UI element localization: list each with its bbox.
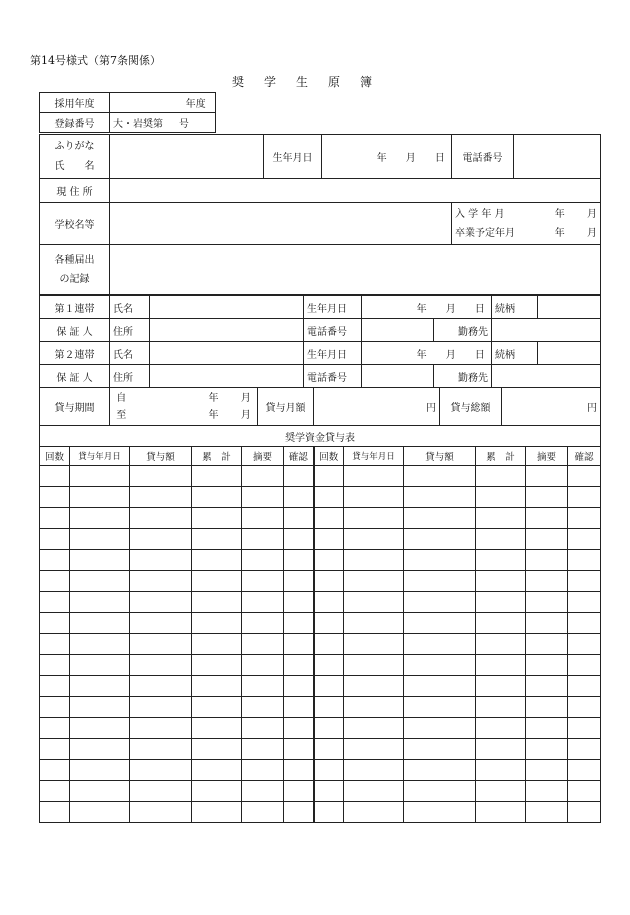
- school-field[interactable]: [110, 203, 452, 245]
- address-label: 現 住 所: [40, 179, 110, 203]
- ledger-cell[interactable]: [192, 676, 242, 697]
- g2-name-field[interactable]: [150, 342, 304, 365]
- ledger-cell[interactable]: [70, 466, 130, 487]
- ledger-cell[interactable]: [242, 613, 284, 634]
- ledger-cell[interactable]: [70, 613, 130, 634]
- ledger-cell[interactable]: [526, 697, 568, 718]
- period-field[interactable]: 自 年 月 至 年 月: [110, 388, 258, 426]
- g2-name-label: 氏名: [110, 342, 150, 365]
- ledger-cell[interactable]: [344, 760, 404, 781]
- ledger-cell[interactable]: [130, 718, 192, 739]
- ledger-cell[interactable]: [314, 571, 344, 592]
- ledger-cell[interactable]: [568, 718, 601, 739]
- ledger-cell[interactable]: [344, 697, 404, 718]
- ledger-cell[interactable]: [130, 781, 192, 802]
- guarantor-2-label: 第２連帯: [40, 342, 110, 365]
- ledger-cell[interactable]: [314, 529, 344, 550]
- ledger-cell[interactable]: [568, 550, 601, 571]
- ledger-cell[interactable]: [40, 739, 70, 760]
- ledger-cell[interactable]: [344, 508, 404, 529]
- ledger-cell[interactable]: [568, 760, 601, 781]
- ledger-cell[interactable]: [130, 529, 192, 550]
- col-check: 確認: [284, 447, 314, 466]
- ledger-cell[interactable]: [404, 529, 476, 550]
- ledger-cell[interactable]: [344, 487, 404, 508]
- g1-name-label: 氏名: [110, 296, 150, 319]
- reg-label: 登録番号: [40, 113, 110, 133]
- ledger-cell[interactable]: [526, 550, 568, 571]
- notice-label: 各種届出 の記録: [40, 245, 110, 295]
- ledger-cell[interactable]: [404, 466, 476, 487]
- guarantor-table: [39, 295, 601, 388]
- g2-address-field[interactable]: [150, 365, 304, 388]
- g2-work-label: 勤務先: [434, 365, 492, 388]
- total-label: 貸与総額: [440, 388, 502, 426]
- ledger-cell[interactable]: [314, 634, 344, 655]
- ledger-cell[interactable]: [476, 508, 526, 529]
- ledger-cell[interactable]: [476, 655, 526, 676]
- ledger-cell[interactable]: [40, 613, 70, 634]
- birth-field[interactable]: 年 月 日: [322, 135, 452, 179]
- ledger-cell[interactable]: [70, 739, 130, 760]
- ledger-cell[interactable]: [70, 760, 130, 781]
- ledger-cell[interactable]: [404, 508, 476, 529]
- ledger-cell[interactable]: [526, 529, 568, 550]
- ledger-cell[interactable]: [192, 466, 242, 487]
- ledger-cell[interactable]: [568, 529, 601, 550]
- ledger-cell[interactable]: [404, 781, 476, 802]
- table-row: [40, 487, 601, 508]
- notice-field[interactable]: [110, 245, 601, 295]
- ledger-cell[interactable]: [526, 760, 568, 781]
- ledger-cell[interactable]: [130, 571, 192, 592]
- ledger-cell[interactable]: [242, 550, 284, 571]
- ledger-cell[interactable]: [242, 697, 284, 718]
- registration-table: [39, 92, 216, 133]
- g2-phone-field[interactable]: [362, 365, 434, 388]
- ledger-cell[interactable]: [284, 718, 314, 739]
- g1-birth-field[interactable]: 年 月 日: [362, 296, 492, 319]
- ledger-cell[interactable]: [476, 634, 526, 655]
- ledger-cell[interactable]: [70, 718, 130, 739]
- ledger-cell[interactable]: [314, 655, 344, 676]
- ledger-cell[interactable]: [242, 802, 284, 823]
- ledger-cell[interactable]: [344, 718, 404, 739]
- ledger-cell[interactable]: [404, 487, 476, 508]
- ledger-cell[interactable]: [130, 802, 192, 823]
- ledger-cell[interactable]: [70, 634, 130, 655]
- ledger-cell[interactable]: [568, 613, 601, 634]
- ledger-cell[interactable]: [70, 592, 130, 613]
- g2-phone-label: 電話番号: [304, 365, 362, 388]
- g1-address-field[interactable]: [150, 319, 304, 342]
- ledger-cell[interactable]: [568, 802, 601, 823]
- ledger-cell[interactable]: [404, 550, 476, 571]
- ledger-cell[interactable]: [70, 697, 130, 718]
- ledger-cell[interactable]: [526, 739, 568, 760]
- period-label: 貸与期間: [40, 388, 110, 426]
- col-count-2: 回数: [314, 447, 344, 466]
- g1-work-label: 勤務先: [434, 319, 492, 342]
- g1-relation-label: 続柄: [492, 296, 538, 319]
- ledger-cell[interactable]: [130, 550, 192, 571]
- guarantor-1-label: 第１連帯: [40, 296, 110, 319]
- ledger-cell[interactable]: [242, 487, 284, 508]
- g1-address-label: 住所: [110, 319, 150, 342]
- ledger-cell[interactable]: [476, 466, 526, 487]
- table-row: [40, 550, 601, 571]
- ledger-cell[interactable]: [526, 466, 568, 487]
- table-row: [40, 634, 601, 655]
- ledger-cell[interactable]: [476, 781, 526, 802]
- ledger-cell[interactable]: [242, 466, 284, 487]
- ledger-cell[interactable]: [526, 487, 568, 508]
- ledger-cell[interactable]: [476, 718, 526, 739]
- ledger-cell[interactable]: [568, 592, 601, 613]
- ledger-cell[interactable]: [130, 697, 192, 718]
- ledger-cell[interactable]: [284, 466, 314, 487]
- ledger-cell[interactable]: [192, 781, 242, 802]
- col-amount: 貸与額: [130, 447, 192, 466]
- ledger-cell[interactable]: [40, 760, 70, 781]
- phone-label: 電話番号: [452, 135, 514, 179]
- ledger-cell[interactable]: [70, 550, 130, 571]
- ledger-cell[interactable]: [284, 739, 314, 760]
- ledger-cell[interactable]: [344, 571, 404, 592]
- ledger-cell[interactable]: [344, 676, 404, 697]
- ledger-cell[interactable]: [476, 613, 526, 634]
- ledger-cell[interactable]: [404, 802, 476, 823]
- ledger-cell[interactable]: [404, 655, 476, 676]
- ledger-cell[interactable]: [476, 571, 526, 592]
- loan-table: [39, 387, 601, 426]
- ledger-cell[interactable]: [404, 676, 476, 697]
- ledger-cell[interactable]: [568, 676, 601, 697]
- ledger-cell[interactable]: [70, 802, 130, 823]
- ledger-cell[interactable]: [344, 781, 404, 802]
- ledger-cell[interactable]: [344, 634, 404, 655]
- personal-table: [39, 134, 601, 295]
- guarantor-2-label-2: 保 証 人: [40, 365, 110, 388]
- phone-field[interactable]: [514, 135, 601, 179]
- col-check-2: 確認: [568, 447, 601, 466]
- g1-phone-field[interactable]: [362, 319, 434, 342]
- ledger-cell[interactable]: [192, 718, 242, 739]
- table-row: [40, 592, 601, 613]
- ledger-cell[interactable]: [404, 739, 476, 760]
- table-row: [40, 718, 601, 739]
- ledger-cell[interactable]: [284, 592, 314, 613]
- school-label: 学校名等: [40, 203, 110, 245]
- ledger-cell[interactable]: [130, 508, 192, 529]
- ledger-cell[interactable]: [284, 802, 314, 823]
- ledger-cell[interactable]: [130, 592, 192, 613]
- ledger-cell[interactable]: [526, 634, 568, 655]
- g2-work-field[interactable]: [492, 365, 601, 388]
- col-note: 摘要: [242, 447, 284, 466]
- ledger-cell[interactable]: [284, 613, 314, 634]
- ledger-cell[interactable]: [568, 571, 601, 592]
- ledger-cell[interactable]: [314, 676, 344, 697]
- table-row: [40, 529, 601, 550]
- ledger-cell[interactable]: [192, 571, 242, 592]
- ledger-cell[interactable]: [314, 487, 344, 508]
- col-amount-2: 貸与額: [404, 447, 476, 466]
- g1-phone-label: 電話番号: [304, 319, 362, 342]
- ledger-cell[interactable]: [568, 508, 601, 529]
- ledger-cell[interactable]: [284, 634, 314, 655]
- g1-relation-field[interactable]: [538, 296, 601, 319]
- table-row: [40, 613, 601, 634]
- ledger-cell[interactable]: [344, 802, 404, 823]
- ledger-cell[interactable]: [40, 676, 70, 697]
- ledger-cell[interactable]: [568, 487, 601, 508]
- table-row: [40, 676, 601, 697]
- ledger-cell[interactable]: [242, 781, 284, 802]
- ledger-cell[interactable]: [130, 676, 192, 697]
- name-field[interactable]: [110, 135, 264, 179]
- ledger-cell[interactable]: [526, 592, 568, 613]
- ledger-cell[interactable]: [314, 508, 344, 529]
- ledger-cell[interactable]: [526, 571, 568, 592]
- ledger-cell[interactable]: [284, 571, 314, 592]
- ledger-cell[interactable]: [40, 802, 70, 823]
- ledger-cell[interactable]: [314, 592, 344, 613]
- ledger-cell[interactable]: [242, 760, 284, 781]
- col-date: 貸与年月日: [70, 447, 130, 466]
- ledger-cell[interactable]: [476, 550, 526, 571]
- ledger-cell[interactable]: [314, 760, 344, 781]
- ledger-cell[interactable]: [568, 655, 601, 676]
- ledger-cell[interactable]: [242, 571, 284, 592]
- birth-label: 生年月日: [264, 135, 322, 179]
- g1-name-field[interactable]: [150, 296, 304, 319]
- ledger-cell[interactable]: [404, 760, 476, 781]
- ledger-cell[interactable]: [344, 466, 404, 487]
- ledger-cell[interactable]: [40, 634, 70, 655]
- ledger-cell[interactable]: [476, 487, 526, 508]
- ledger-cell[interactable]: [526, 802, 568, 823]
- ledger-cell[interactable]: [404, 613, 476, 634]
- table-row: [40, 697, 601, 718]
- g1-birth-label: 生年月日: [304, 296, 362, 319]
- table-row: [40, 739, 601, 760]
- ledger-cell[interactable]: [40, 781, 70, 802]
- ledger-cell[interactable]: [284, 508, 314, 529]
- ledger-cell[interactable]: [40, 718, 70, 739]
- ledger-cell[interactable]: [192, 529, 242, 550]
- ledger-cell[interactable]: [568, 634, 601, 655]
- year-field[interactable]: 年度: [110, 93, 216, 113]
- ledger-cell[interactable]: [284, 676, 314, 697]
- document-title: 奨学生原簿: [232, 75, 393, 89]
- ledger-cell[interactable]: [284, 655, 314, 676]
- ledger-cell[interactable]: [344, 592, 404, 613]
- ledger-cell[interactable]: [70, 508, 130, 529]
- ledger-cell[interactable]: [526, 613, 568, 634]
- ledger-cell[interactable]: [314, 550, 344, 571]
- ledger-cell[interactable]: [70, 487, 130, 508]
- ledger-cell[interactable]: [526, 655, 568, 676]
- ledger-cell[interactable]: [242, 739, 284, 760]
- reg-field[interactable]: 大・岩奨第 号: [110, 113, 216, 133]
- ledger-cell[interactable]: [476, 760, 526, 781]
- ledger-cell[interactable]: [192, 613, 242, 634]
- ledger-cell[interactable]: [314, 739, 344, 760]
- ledger-cell[interactable]: [242, 634, 284, 655]
- ledger-cell[interactable]: [130, 634, 192, 655]
- ledger-cell[interactable]: [70, 655, 130, 676]
- ledger-cell[interactable]: [192, 634, 242, 655]
- g2-birth-field[interactable]: 年 月 日: [362, 342, 492, 365]
- ledger-cell[interactable]: [526, 676, 568, 697]
- ledger-title: 奨学資金貸与表: [40, 426, 601, 447]
- g2-address-label: 住所: [110, 365, 150, 388]
- total-field[interactable]: 円: [502, 388, 601, 426]
- ledger-cell[interactable]: [476, 697, 526, 718]
- ledger-cell[interactable]: [130, 487, 192, 508]
- enroll-grad-field[interactable]: 入 学 年 月 年 月 卒業予定年月 年 月: [452, 203, 601, 245]
- ledger-cell[interactable]: [568, 739, 601, 760]
- ledger-cell[interactable]: [526, 718, 568, 739]
- ledger-cell[interactable]: [344, 739, 404, 760]
- ledger-cell[interactable]: [476, 529, 526, 550]
- table-row: [40, 781, 601, 802]
- ledger-cell[interactable]: [242, 529, 284, 550]
- ledger-cell[interactable]: [70, 571, 130, 592]
- g2-birth-label: 生年月日: [304, 342, 362, 365]
- ledger-cell[interactable]: [40, 697, 70, 718]
- table-row: [40, 760, 601, 781]
- form-number: 第14号様式（第7条関係）: [30, 54, 161, 67]
- monthly-label: 貸与月額: [258, 388, 314, 426]
- ledger-cell[interactable]: [40, 550, 70, 571]
- col-count: 回数: [40, 447, 70, 466]
- ledger-cell[interactable]: [314, 613, 344, 634]
- col-note-2: 摘要: [526, 447, 568, 466]
- ledger-cell[interactable]: [344, 550, 404, 571]
- ledger-cell[interactable]: [130, 613, 192, 634]
- year-label: 採用年度: [40, 93, 110, 113]
- ledger-cell[interactable]: [314, 718, 344, 739]
- ledger-cell[interactable]: [344, 613, 404, 634]
- ledger-cell[interactable]: [242, 508, 284, 529]
- ledger-cell[interactable]: [130, 466, 192, 487]
- ledger-cell[interactable]: [40, 487, 70, 508]
- ledger-cell[interactable]: [70, 529, 130, 550]
- ledger-cell[interactable]: [242, 655, 284, 676]
- ledger-cell[interactable]: [314, 697, 344, 718]
- ledger-cell[interactable]: [192, 697, 242, 718]
- ledger-cell[interactable]: [70, 676, 130, 697]
- ledger-cell[interactable]: [40, 529, 70, 550]
- ledger-cell[interactable]: [130, 739, 192, 760]
- ledger-cell[interactable]: [404, 697, 476, 718]
- ledger-cell[interactable]: [284, 781, 314, 802]
- ledger-cell[interactable]: [476, 676, 526, 697]
- table-row: [40, 655, 601, 676]
- ledger-cell[interactable]: [192, 655, 242, 676]
- ledger-cell[interactable]: [568, 697, 601, 718]
- table-row: [40, 508, 601, 529]
- ledger-cell[interactable]: [314, 466, 344, 487]
- ledger-cell[interactable]: [192, 592, 242, 613]
- g1-work-field[interactable]: [492, 319, 601, 342]
- ledger-cell[interactable]: [314, 802, 344, 823]
- ledger-table: [39, 425, 601, 823]
- table-row: [40, 571, 601, 592]
- address-field[interactable]: [110, 179, 601, 203]
- ledger-cell[interactable]: [404, 634, 476, 655]
- ledger-cell[interactable]: [192, 487, 242, 508]
- ledger-cell[interactable]: [242, 718, 284, 739]
- ledger-cell[interactable]: [284, 697, 314, 718]
- ledger-cell[interactable]: [284, 760, 314, 781]
- col-date-2: 貸与年月日: [344, 447, 404, 466]
- ledger-cell[interactable]: [476, 802, 526, 823]
- ledger-cell[interactable]: [284, 529, 314, 550]
- monthly-field[interactable]: 円: [314, 388, 440, 426]
- ledger-cell[interactable]: [404, 571, 476, 592]
- ledger-cell[interactable]: [192, 760, 242, 781]
- ledger-cell[interactable]: [70, 781, 130, 802]
- ledger-cell[interactable]: [344, 655, 404, 676]
- ledger-cell[interactable]: [284, 487, 314, 508]
- ledger-cell[interactable]: [130, 760, 192, 781]
- ledger-cell[interactable]: [192, 508, 242, 529]
- ledger-cell[interactable]: [192, 739, 242, 760]
- ledger-cell[interactable]: [40, 592, 70, 613]
- g2-relation-field[interactable]: [538, 342, 601, 365]
- name-label: ふりがな 氏 名: [40, 135, 110, 179]
- ledger-cell[interactable]: [242, 676, 284, 697]
- ledger-cell[interactable]: [130, 655, 192, 676]
- ledger-cell[interactable]: [476, 739, 526, 760]
- ledger-cell[interactable]: [40, 655, 70, 676]
- guarantor-1-label-2: 保 証 人: [40, 319, 110, 342]
- ledger-cell[interactable]: [242, 592, 284, 613]
- ledger-cell[interactable]: [284, 550, 314, 571]
- ledger-cell[interactable]: [526, 508, 568, 529]
- ledger-cell[interactable]: [568, 781, 601, 802]
- table-row: [40, 802, 601, 823]
- col-cumulative-2: 累 計: [476, 447, 526, 466]
- ledger-cell[interactable]: [568, 466, 601, 487]
- ledger-cell[interactable]: [404, 718, 476, 739]
- col-cumulative: 累 計: [192, 447, 242, 466]
- ledger-cell[interactable]: [192, 550, 242, 571]
- ledger-cell[interactable]: [404, 592, 476, 613]
- ledger-cell[interactable]: [40, 466, 70, 487]
- ledger-cell[interactable]: [526, 781, 568, 802]
- ledger-cell[interactable]: [40, 571, 70, 592]
- ledger-cell[interactable]: [344, 529, 404, 550]
- ledger-cell[interactable]: [40, 508, 70, 529]
- ledger-cell[interactable]: [192, 802, 242, 823]
- ledger-cell[interactable]: [476, 592, 526, 613]
- g2-relation-label: 続柄: [492, 342, 538, 365]
- ledger-cell[interactable]: [314, 781, 344, 802]
- table-row: [40, 466, 601, 487]
